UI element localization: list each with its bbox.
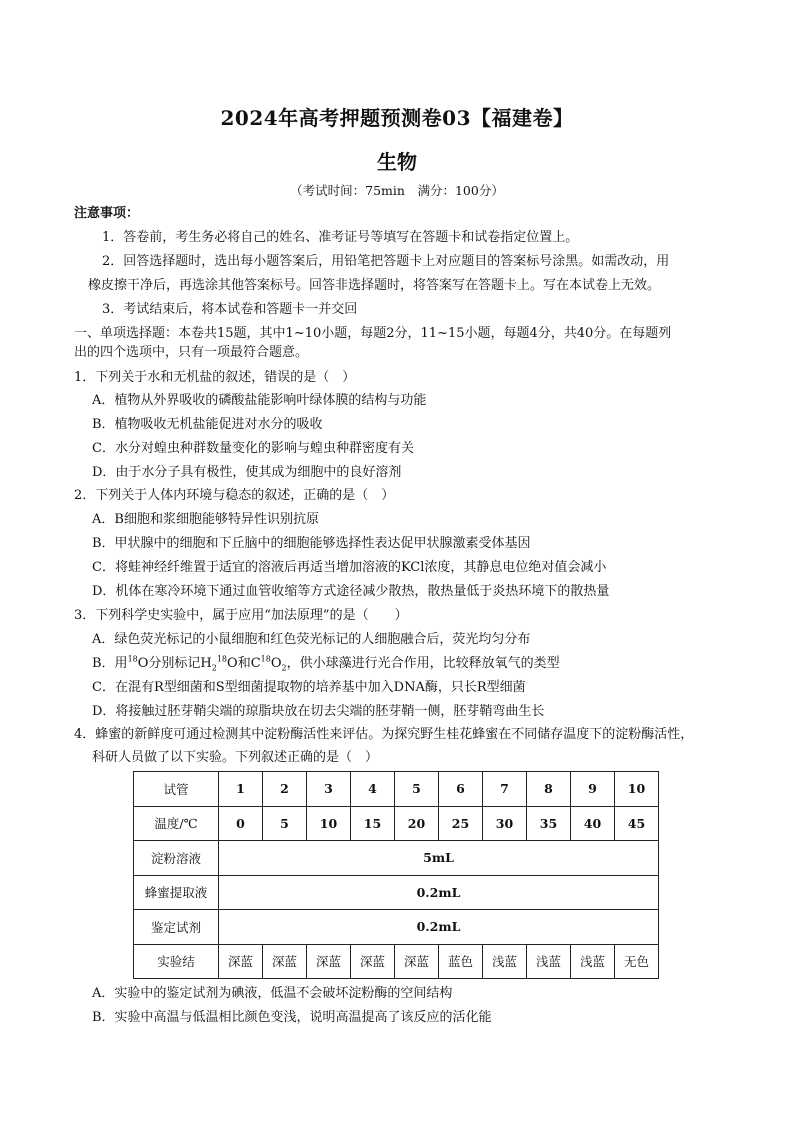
tube-cell: 10: [615, 772, 659, 807]
temperature-cell: 20: [395, 806, 439, 841]
honey-volume-cell: 0.2mL: [219, 875, 659, 910]
q2-option-a: A．B细胞和浆细胞能够特异性识别抗原: [92, 512, 319, 527]
table-header-starch: 淀粉溶液: [134, 841, 219, 876]
temperature-cell: 10: [307, 806, 351, 841]
table-header-result: 实验结: [134, 944, 219, 979]
q1-option-b: B．植物吸收无机盐能促进对水分的吸收: [92, 417, 323, 432]
tube-cell: 5: [395, 772, 439, 807]
q3-option-d: D．将接触过胚芽鞘尖端的琼脂块放在切去尖端的胚芽鞘一侧，胚芽鞘弯曲生长: [92, 704, 545, 719]
result-cell: 浅蓝: [483, 944, 527, 979]
q3-option-c: C．在混有R型细菌和S型细菌提取物的培养基中加入DNA酶，只长R型细菌: [92, 680, 526, 695]
table-header-honey: 蜂蜜提取液: [134, 875, 219, 910]
table-row-reagent: [134, 910, 659, 945]
table-row-result: [134, 944, 659, 979]
temperature-cell: 15: [351, 806, 395, 841]
result-cell: 深蓝: [395, 944, 439, 979]
q4-option-a: A．实验中的鉴定试剂为碘液，低温不会破坏淀粉酶的空间结构: [92, 986, 453, 1001]
q4-stem: 4．蜂蜜的新鲜度可通过检测其中淀粉酶活性来评估。为探究野生桂花蜂蜜在不同储存温度下的淀粉酶活性，: [74, 727, 694, 742]
q1-option-a: A．植物从外界吸收的磷酸盐能影响叶绿体膜的结构与功能: [92, 393, 427, 408]
note-item-2-cont: 橡皮擦干净后，再选涂其他答案标号。回答非选择题时，将答案写在答题卡上。写在本试卷上无效。: [88, 278, 661, 293]
q2-option-b: B．甲状腺中的细胞和下丘脑中的细胞能够选择性表达促甲状腺激素受体基因: [92, 536, 531, 551]
table-header-tube: 试管: [134, 772, 219, 807]
result-cell: 深蓝: [219, 944, 263, 979]
section-heading-cont: 出的四个选项中，只有一项最符合题意。: [74, 345, 309, 360]
table-row-starch: [134, 841, 659, 876]
tube-cell: 9: [571, 772, 615, 807]
temperature-cell: 45: [615, 806, 659, 841]
subject-title: 生物: [377, 150, 417, 174]
starch-volume-cell: 5mL: [219, 841, 659, 876]
temperature-cell: 0: [219, 806, 263, 841]
table-header-reagent: 鉴定试剂: [134, 910, 219, 945]
exam-info: （考试时间：75min 满分：100分）: [290, 183, 504, 198]
table-header-temperature: 温度/℃: [134, 806, 219, 841]
result-cell: 浅蓝: [527, 944, 571, 979]
tube-cell: 4: [351, 772, 395, 807]
temperature-cell: 35: [527, 806, 571, 841]
q4-option-b: B．实验中高温与低温相比颜色变浅，说明高温提高了该反应的活化能: [92, 1010, 492, 1025]
q1-option-d: D．由于水分子具有极性，使其成为细胞中的良好溶剂: [92, 465, 402, 480]
temperature-cell: 30: [483, 806, 527, 841]
note-item-2: 2．回答选择题时，选出每小题答案后，用铅笔把答题卡上对应题目的答案标号涂黑。如需改动，用: [102, 254, 670, 269]
experiment-table: [133, 771, 659, 979]
result-cell: 深蓝: [351, 944, 395, 979]
q4-stem-cont: 科研人员做了以下实验。下列叙述正确的是（ ）: [92, 750, 379, 765]
q2-stem: 2．下列关于人体内环境与稳态的叙述，正确的是（ ）: [74, 488, 395, 503]
tube-cell: 2: [263, 772, 307, 807]
temperature-cell: 5: [263, 806, 307, 841]
table-row-temperature: [134, 806, 659, 841]
tube-cell: 6: [439, 772, 483, 807]
q3-option-b: B．用$^{18}$O分别标记$H_2^{18}O$和$C^{18}O_2$，供小球藻进行光合作用，比较释放氧气的类型: [92, 654, 560, 673]
q1-option-c: C．水分对蝗虫种群数量变化的影响与蝗虫种群密度有关: [92, 441, 414, 456]
q2-option-d: D．机体在寒冷环境下通过血管收缩等方式途径减少散热，散热量低于炎热环境下的散热量: [92, 584, 610, 599]
reagent-volume-cell: 0.2mL: [219, 910, 659, 945]
result-cell: 无色: [615, 944, 659, 979]
note-item-1: 1．答卷前，考生务必将自己的姓名、准考证号等填写在答题卡和试卷指定位置上。: [102, 230, 579, 245]
table-row-honey: [134, 875, 659, 910]
tube-cell: 7: [483, 772, 527, 807]
result-cell: 蓝色: [439, 944, 483, 979]
notes-heading: 注意事项：: [74, 206, 140, 221]
q3-stem: 3．下列科学史实验中，属于应用“加法原理”的是（ ）: [74, 608, 408, 623]
exam-title: 2024年高考押题预测卷03【福建卷】: [220, 106, 574, 130]
table-row-tube: [134, 772, 659, 807]
q1-stem: 1．下列关于水和无机盐的叙述，错误的是（ ）: [74, 370, 356, 385]
q3-option-a: A．绿色荧光标记的小鼠细胞和红色荧光标记的人细胞融合后，荧光均匀分布: [92, 632, 531, 647]
result-cell: 深蓝: [307, 944, 351, 979]
tube-cell: 3: [307, 772, 351, 807]
tube-cell: 8: [527, 772, 571, 807]
tube-cell: 1: [219, 772, 263, 807]
result-cell: 深蓝: [263, 944, 307, 979]
q2-option-c: C．将蛙神经纤维置于适宜的溶液后再适当增加溶液的KCl浓度，其静息电位绝对值会减小: [92, 560, 607, 575]
temperature-cell: 40: [571, 806, 615, 841]
temperature-cell: 25: [439, 806, 483, 841]
section-heading: 一、单项选择题：本卷共15题，其中1~10小题，每题2分，11~15小题，每题4分，共40分。在每题列: [74, 326, 672, 341]
result-cell: 浅蓝: [571, 944, 615, 979]
note-item-3: 3．考试结束后，将本试卷和答题卡一并交回: [102, 302, 358, 317]
